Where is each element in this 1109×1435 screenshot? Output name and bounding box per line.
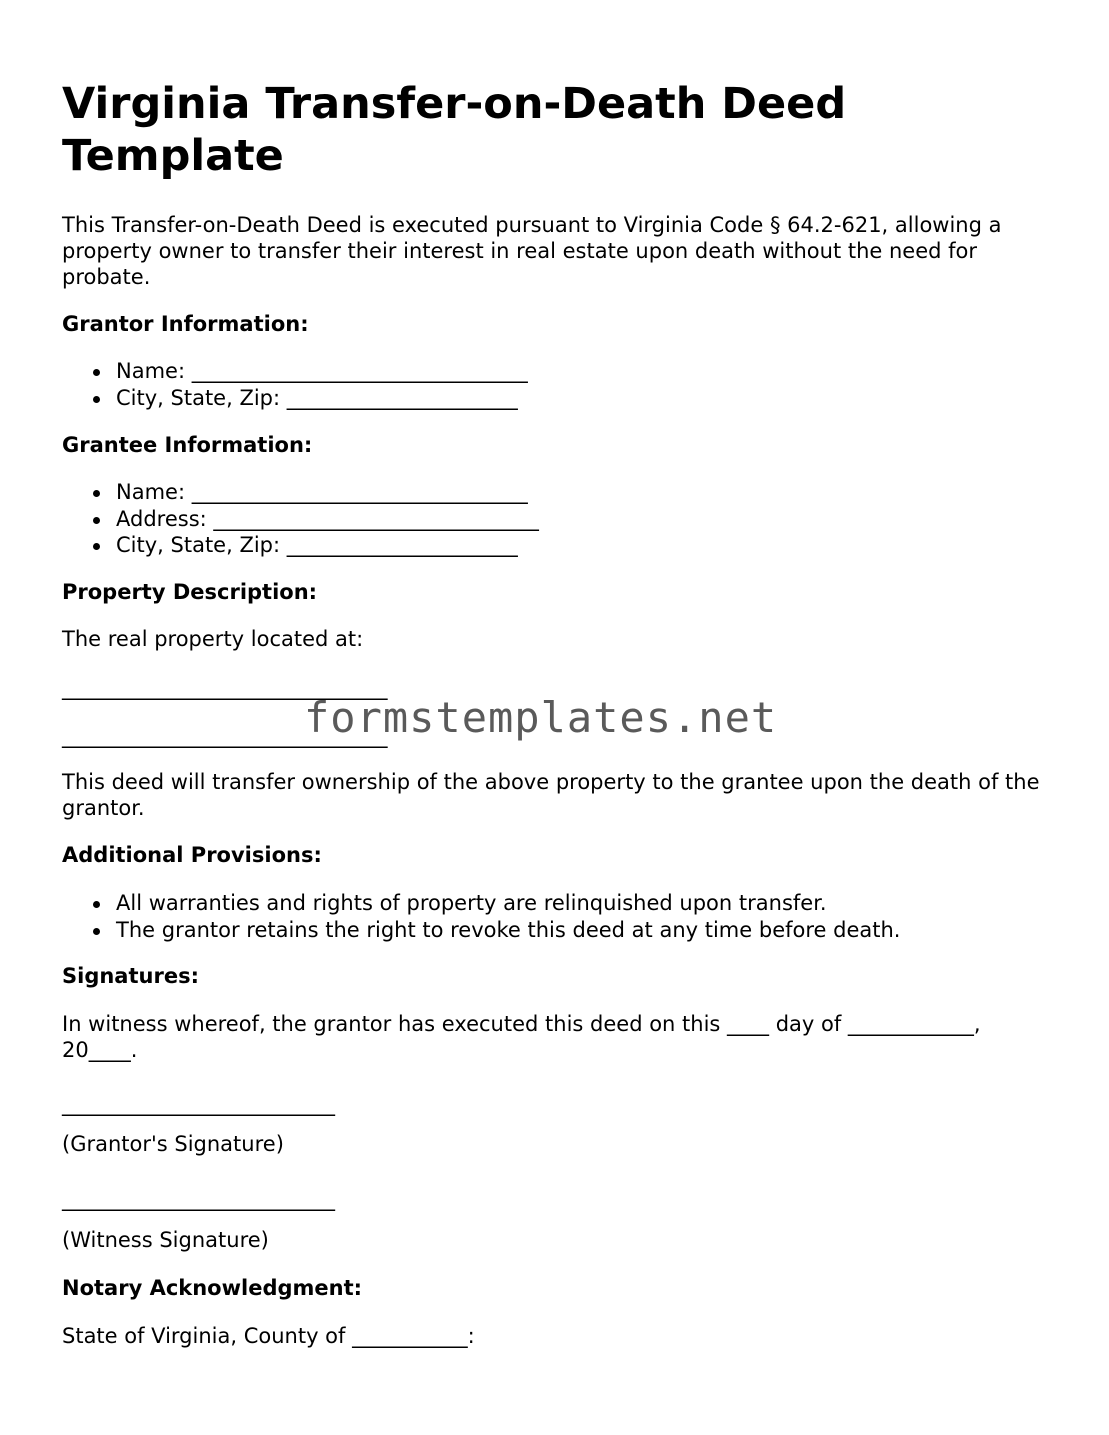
watermark: formstemplates.net bbox=[304, 693, 778, 742]
provisions-list bbox=[62, 890, 900, 943]
grantee-list bbox=[62, 479, 539, 559]
notary-heading: Notary Acknowledgment: bbox=[62, 1276, 363, 1300]
grantee-address-field[interactable]: Address: _______________________________ bbox=[116, 506, 539, 531]
witness-paragraph: In witness whereof, the grantor has executed this deed on this ____ day of ____________, 20____. bbox=[62, 1012, 981, 1062]
property-line-1[interactable]: _______________________________ bbox=[62, 676, 388, 700]
grantee-heading: Grantee Information: bbox=[62, 433, 313, 457]
grantee-city-field[interactable]: City, State, Zip: ______________________ bbox=[116, 532, 539, 559]
page-title: Virginia Transfer-on-Death Deed Template bbox=[62, 79, 847, 181]
grantor-city-field[interactable]: City, State, Zip: ______________________ bbox=[116, 385, 528, 412]
witness-signature-line[interactable]: __________________________ bbox=[62, 1187, 335, 1211]
transfer-paragraph: This deed will transfer ownership of the above property to the grantee upon the death of the grantor. bbox=[62, 770, 1040, 820]
grantor-signature-line[interactable]: __________________________ bbox=[62, 1092, 335, 1116]
property-text: The real property located at: bbox=[62, 627, 364, 651]
property-heading: Property Description: bbox=[62, 580, 318, 604]
signatures-heading: Signatures: bbox=[62, 964, 199, 988]
grantor-name-field[interactable]: Name: ________________________________ bbox=[116, 359, 528, 383]
grantor-heading: Grantor Information: bbox=[62, 312, 309, 336]
property-line-2[interactable]: _______________________________ bbox=[62, 724, 388, 748]
grantor-signature-label: (Grantor's Signature) bbox=[62, 1132, 284, 1156]
grantor-list bbox=[62, 358, 528, 411]
provision-item: All warranties and rights of property are relinquished upon transfer. bbox=[116, 890, 900, 917]
provision-item: The grantor retains the right to revoke this deed at any time before death. bbox=[116, 917, 901, 942]
grantee-name-field[interactable]: Name: ________________________________ bbox=[116, 479, 539, 506]
intro-paragraph: This Transfer-on-Death Deed is executed pursuant to Virginia Code § 64.2-621, allowing a property owner to transfer their interest in real estate upon death without the need for probate. bbox=[62, 213, 1002, 289]
notary-state-text: State of Virginia, County of ___________: bbox=[62, 1324, 475, 1348]
provisions-heading: Additional Provisions: bbox=[62, 843, 322, 867]
witness-signature-label: (Witness Signature) bbox=[62, 1228, 269, 1252]
